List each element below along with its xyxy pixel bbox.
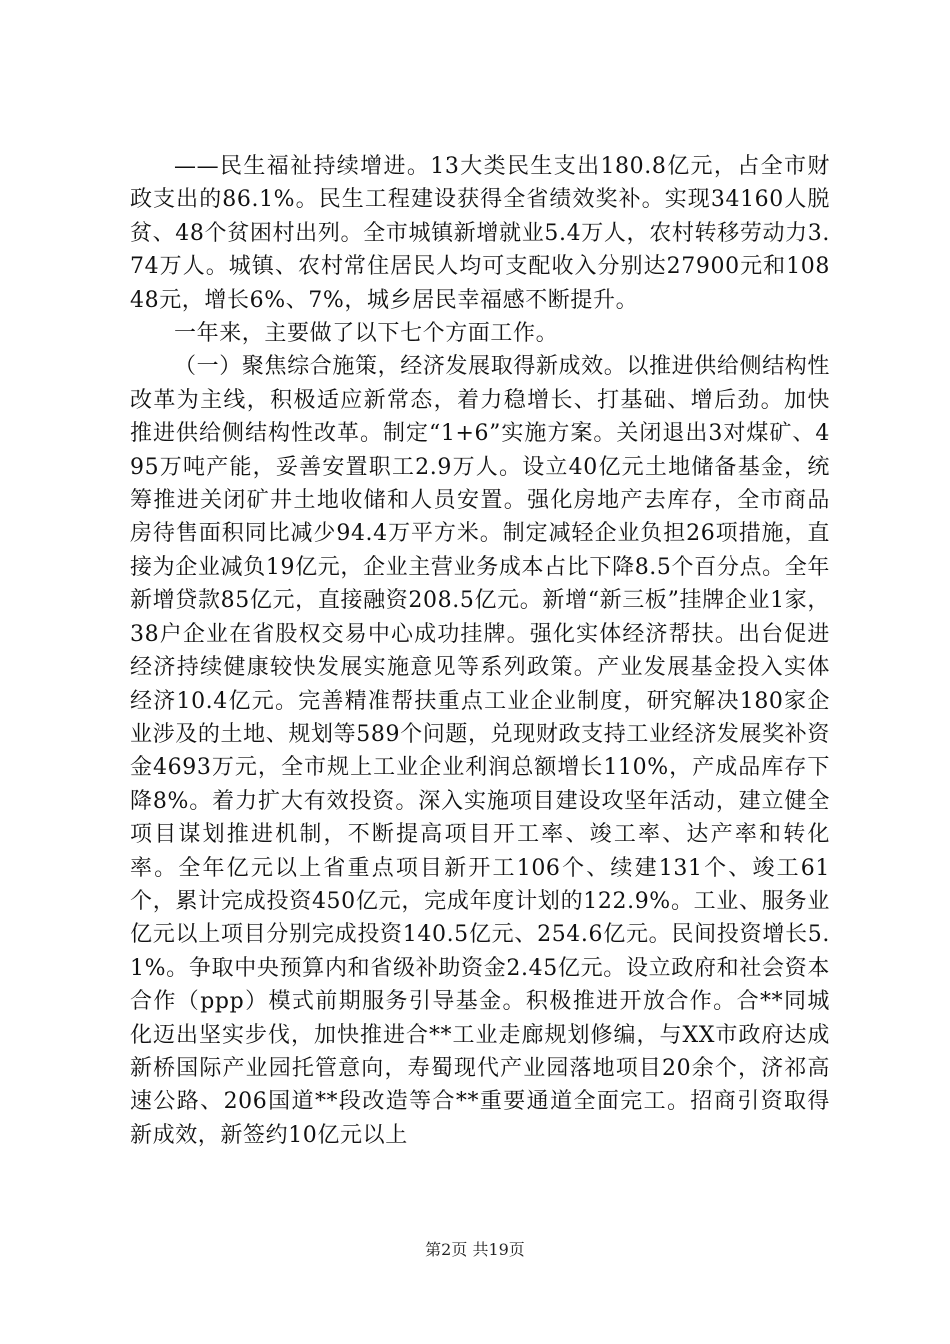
paragraph-livelihood: ——民生福祉持续增进。13大类民生支出180.8亿元，占全市财政支出的86.1%。民生工程建设获得全省绩效奖补。实现34160人脱贫、48个贫困村出列。全市城镇新增就业5.4万人，农村转移劳动力3.74万人。城镇、农村常住居民人均可支配收入分别达27900元和10848元，增长6%、7%，城乡居民幸福感不断提升。: [130, 154, 830, 313]
paragraph-section-one: （一）聚焦综合施策，经济发展取得新成效。以推进供给侧结构性改革为主线，积极适应新常态，着力稳增长、打基础、增后劲。加快推进供给侧结构性改革。制定“1+6”实施方案。关闭退出3对煤矿、495万吨产能，妥善安置职工2.9万人。设立40亿元土地储备基金，统筹推进关闭矿井土地收储和人员安置。强化房地产去库存，全市商品房待售面积同比减少94.4万平方米。制定减轻企业负担26项措施，直接为企业减负19亿元，企业主营业务成本占比下降8.5个百分点。全年新增贷款85亿元，直接融资208.5亿元。新增“新三板”挂牌企业1家，38户企业在省股权交易中心成功挂牌。强化实体经济帮扶。出台促进经济持续健康较快发展实施意见等系列政策。产业发展基金投入实体经济10.4亿元。完善精准帮扶重点工业企业制度，研究解决180家企业涉及的土地、规划等589个问题，兑现财政支持工业经济发展奖补资金4693万元，全市规上工业企业利润总额增长110%，产成品库存下降8%。着力扩大有效投资。深入实施项目建设攻坚年活动，建立健全项目谋划推进机制，不断提高项目开工率、竣工率、达产率和转化率。全年亿元以上省重点项目新开工106个、续建131个、竣工61个，累计完成投资450亿元，完成年度计划的122.9%。工业、服务业亿元以上项目分别完成投资140.5亿元、254.6亿元。民间投资增长5.1%。争取中央预算内和省级补助资金2.45亿元。设立政府和社会资本合作（ppp）模式前期服务引导基金。积极推进开放合作。合**同城化迈出坚实步伐，加快推进合**工业走廊规划修编，与XX市政府达成新桥国际产业园托管意向，寿蜀现代产业园落地项目20余个，济祁高速公路、206国道**段改造等合**重要通道全面完工。招商引资取得新成效，新签约10亿元以上: [130, 354, 830, 1148]
document-body: [130, 150, 830, 1152]
page-footer: 第2页 共19页: [425, 1240, 525, 1259]
paragraph-summary-intro: 一年来，主要做了以下七个方面工作。: [174, 321, 559, 347]
